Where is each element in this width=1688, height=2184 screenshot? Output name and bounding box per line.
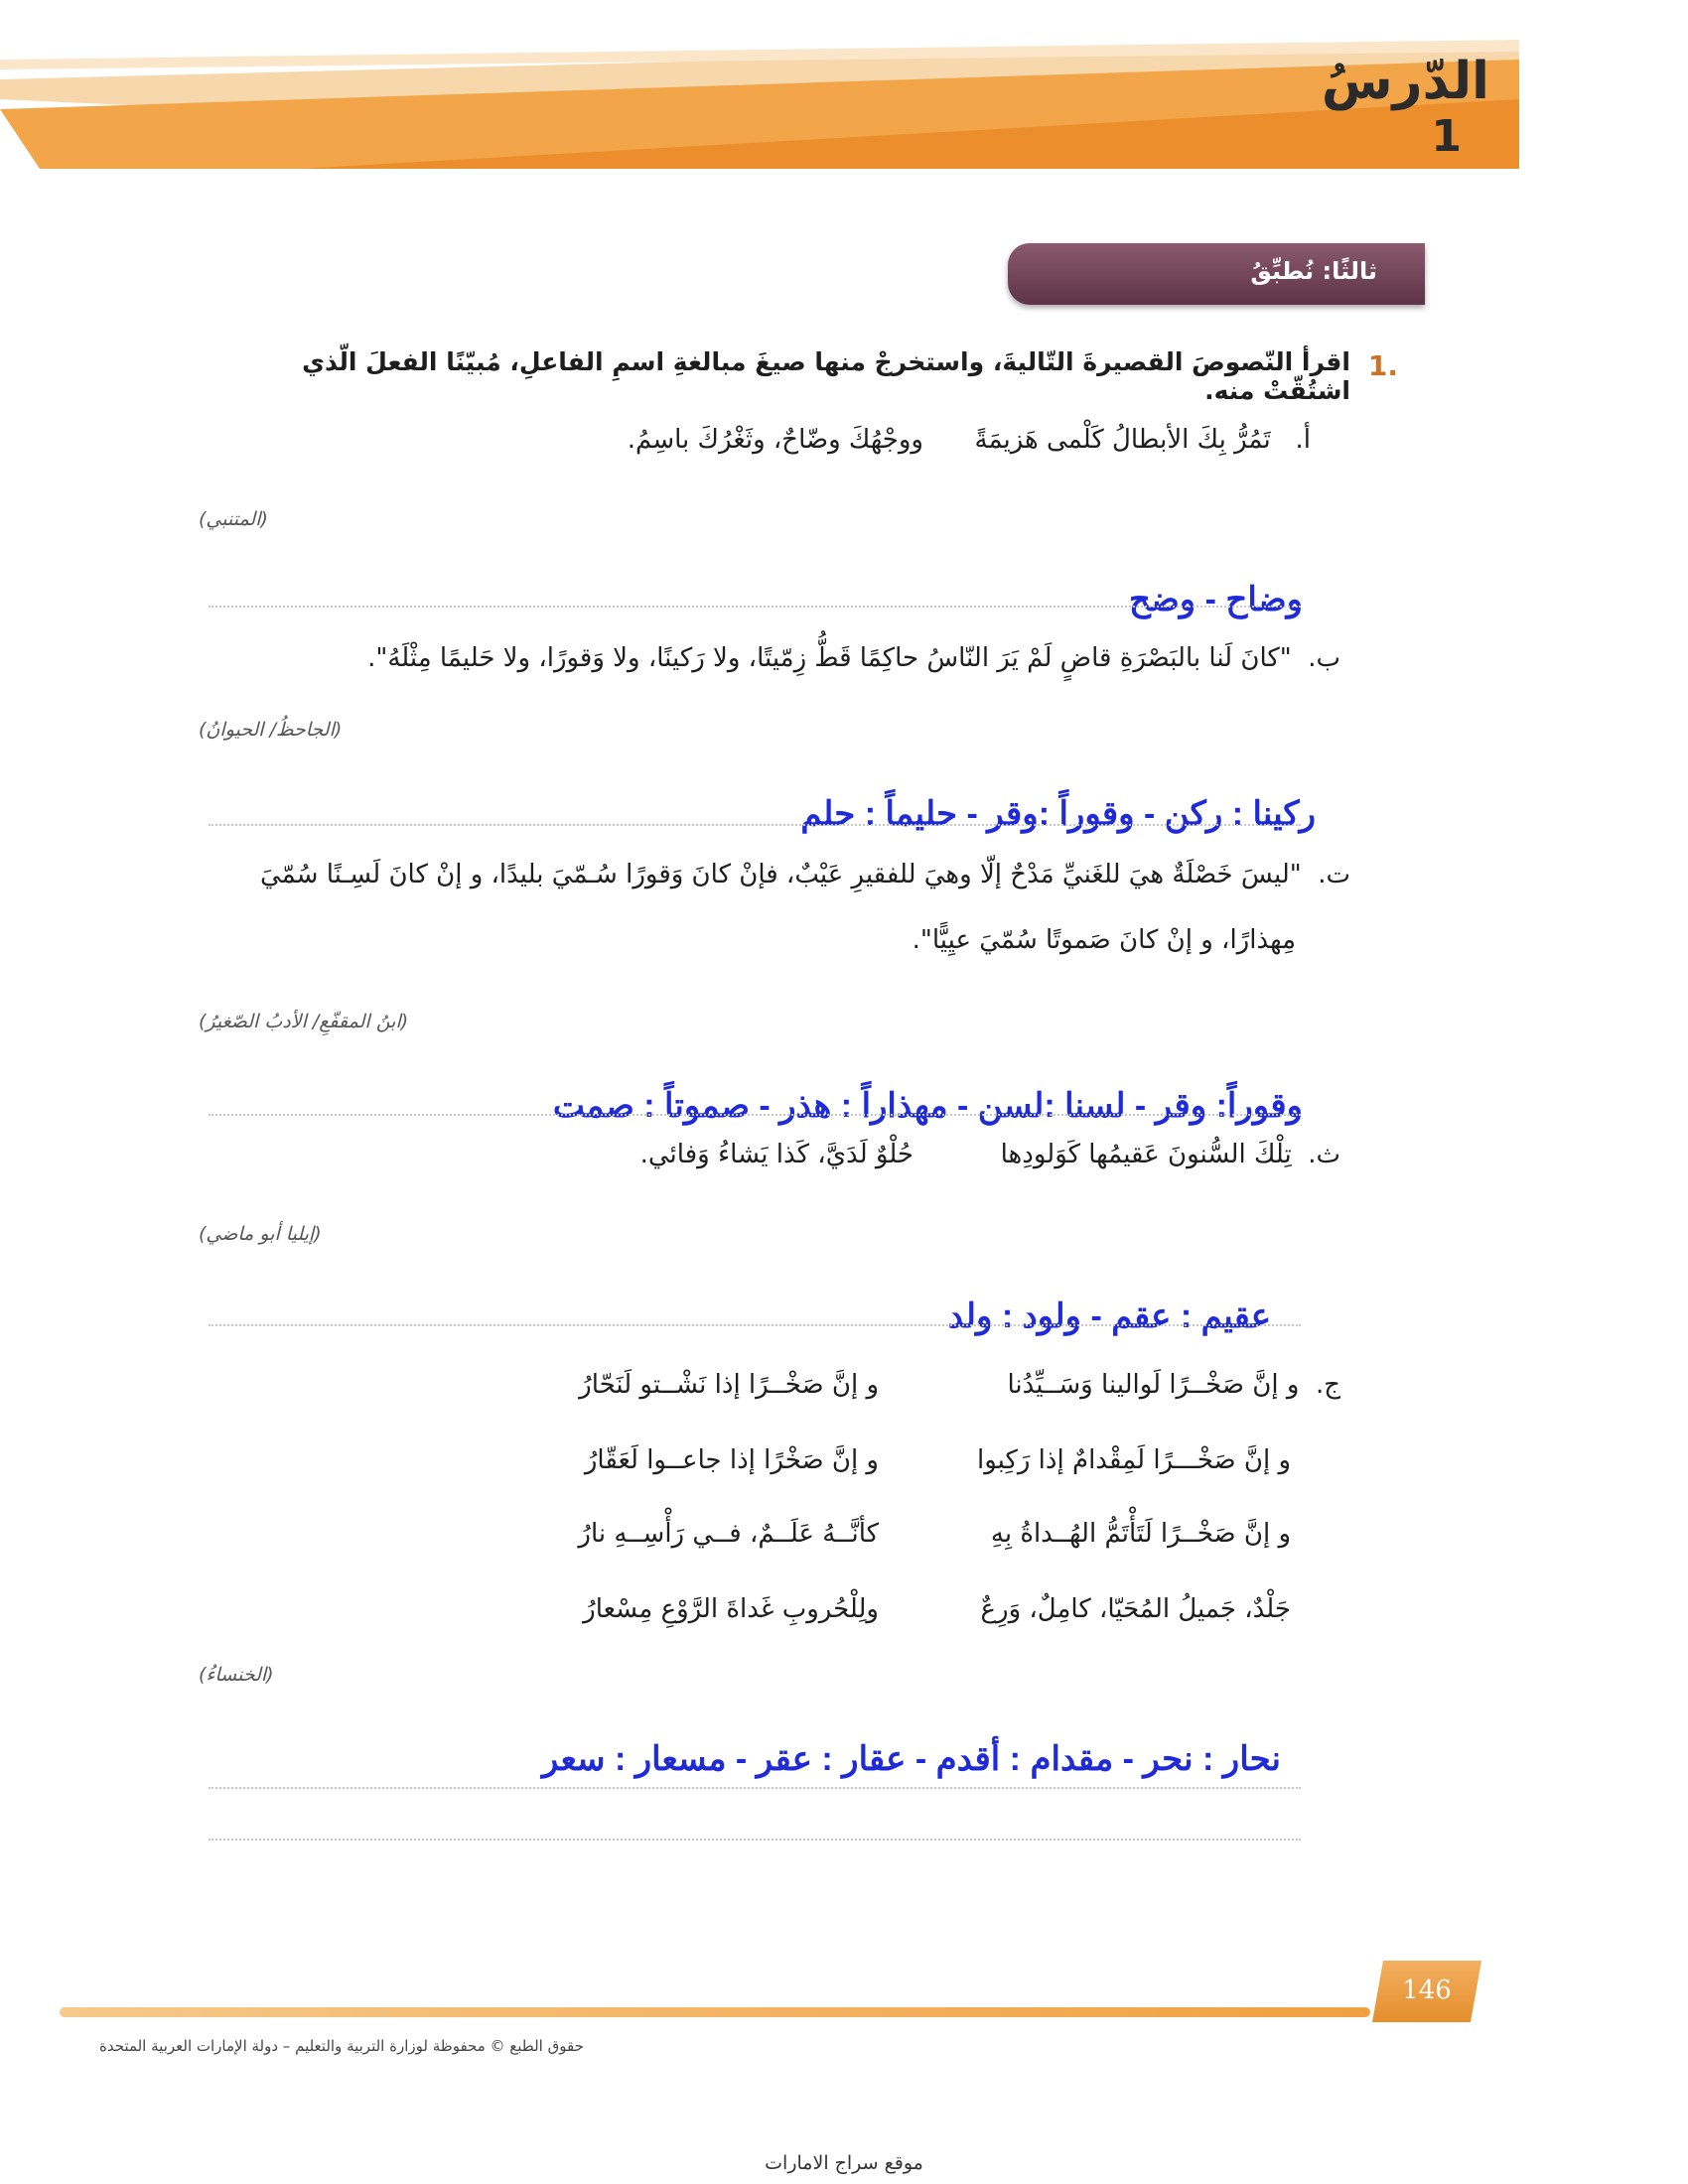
item-t-answer: وقوراً: وقر - لسنا :لسن - مهذاراً : هذر - صموتاً : صمت <box>552 1087 1303 1125</box>
item-a-hemistich-left: ووجْهُكَ وضّاحٌ، وثَغْرُكَ باسِمُ. <box>627 425 923 455</box>
section-title: ثالثًا: نُطبِّقُ <box>1250 257 1377 285</box>
item-b-source: (الجاحظُ/ الحيوانُ) <box>199 719 343 741</box>
answer-line <box>209 606 1301 608</box>
item-t-marker: ت. <box>1318 860 1350 889</box>
item-a-marker: أ. <box>1295 425 1311 455</box>
answer-line <box>209 1839 1301 1841</box>
item-j-line-4-right: جَلْدٌ، جَميلُ المُحَيّا، كامِلٌ، وَرِعٌ <box>980 1594 1291 1624</box>
item-j-line-3-right: و إنَّ صَخْــرًا لَتَأْتَمُّ الهُــداةُ بِهِ <box>990 1519 1291 1549</box>
item-j-line-2-left: و إنَّ صَخْرًا إذا جاعــوا لَعَقّارُ <box>584 1445 879 1475</box>
item-a-answer: وضاح - وضح <box>1128 581 1303 618</box>
item-th-marker: ث. <box>1308 1140 1340 1169</box>
answer-line <box>209 1324 1301 1326</box>
section-tab <box>1008 243 1425 305</box>
item-j-answer: نحار : نحر - مقدام : أقدم - عقار : عقر - مسعار : سعر <box>541 1740 1281 1778</box>
lesson-title: الدّرسُ <box>1321 52 1489 111</box>
item-j-line-3-left: كأنَّــهُ عَلَــمٌ، فــي رَأْسِــهِ نارُ <box>578 1519 879 1549</box>
question-instruction: اقرأ النّصوصَ القصيرةَ التّاليةَ، واستخرجْ منها صيغَ مبالغةِ اسمِ الفاعلِ، مُبيّنًا الفعلَ الّذي اشتُقّتْ منه. <box>302 347 1350 405</box>
item-th-source: (إيليا أبو ماضي) <box>199 1223 322 1245</box>
site-name: موقع سراج الامارات <box>765 2152 923 2174</box>
item-t-source: (ابنُ المقفّعِ/ الأدبُ الصّغيرُ) <box>199 1011 409 1032</box>
item-b-marker: ب. <box>1308 643 1340 673</box>
item-th-answer: عقيم : عقم - ولود : ولد <box>947 1297 1271 1335</box>
copyright-notice: حقوق الطبع © محفوظة لوزارة التربية والتعليم – دولة الإمارات العربية المتحدة <box>99 2037 584 2055</box>
item-j-line-4-left: ولِلْحُروبِ غَداةَ الرَّوْعِ مِسْعارُ <box>583 1594 879 1624</box>
answer-line <box>209 824 1301 826</box>
page-number: 146 <box>1402 1976 1452 2005</box>
item-j-line-2-right: و إنَّ صَخْـــرًا لَمِقْدامٌ إذا رَكِبوا <box>976 1445 1291 1475</box>
item-j-line-1-left: و إنَّ صَخْــرًا إذا نَشْــتو لَنَحّارُ <box>579 1370 879 1400</box>
item-j-source: (الخنساءُ) <box>199 1664 274 1686</box>
item-th-hemistich-left: حُلْوٌ لَدَيَّ، كَذا يَشاءُ وَفائي. <box>639 1140 914 1169</box>
item-t-line2: مِهذارًا، و إنْ كانَ صَموتًا سُمّيَ عيِيًّا". <box>912 925 1296 955</box>
question-number: 1. <box>1367 349 1398 382</box>
item-a-source: (المتنبي) <box>199 508 268 530</box>
item-j-line-1-right: ج. و إنَّ صَخْــرًا لَوالينا وَسَــيِّدُنا <box>1007 1370 1340 1400</box>
item-b-answer: ركينا : ركن - وقوراً :وقر - حليماً : حلم <box>800 795 1316 833</box>
item-t-line1: ت. "ليسَ خَصْلَةٌ هيَ للغَنيِّ مَدْحٌ إلّا وهيَ للفقيرِ عَيْبٌ، فإنْ كانَ وَقورًا سُـمّيَ بليدًا، و إنْ كانَ لَسِـنًا سُمّيَ <box>259 860 1350 889</box>
footer-bar <box>60 2007 1370 2017</box>
answer-line <box>209 1787 1301 1789</box>
item-b-text: ب. "كانَ لَنا بالبَصْرَةِ قاضٍ لَمْ يَرَ النّاسُ حاكِمًا قَطُّ زِمّيتًا، ولا رَكينًا، ولا وَقورًا، ولا حَليمًا مِثْلَهُ". <box>367 643 1340 673</box>
item-a-hemistich-right: أ. تَمُرُّ بِكَ الأبطالُ كَلْمى هَزيمَةً <box>974 425 1311 455</box>
item-th-hemistich-right: ث. تِلْكَ السُّنونَ عَقيمُها كَوَلودِها <box>1000 1140 1340 1169</box>
lesson-number: 1 <box>1431 111 1462 162</box>
header-banner <box>0 40 1519 169</box>
item-j-marker: ج. <box>1315 1370 1340 1400</box>
answer-line <box>209 1114 1301 1116</box>
